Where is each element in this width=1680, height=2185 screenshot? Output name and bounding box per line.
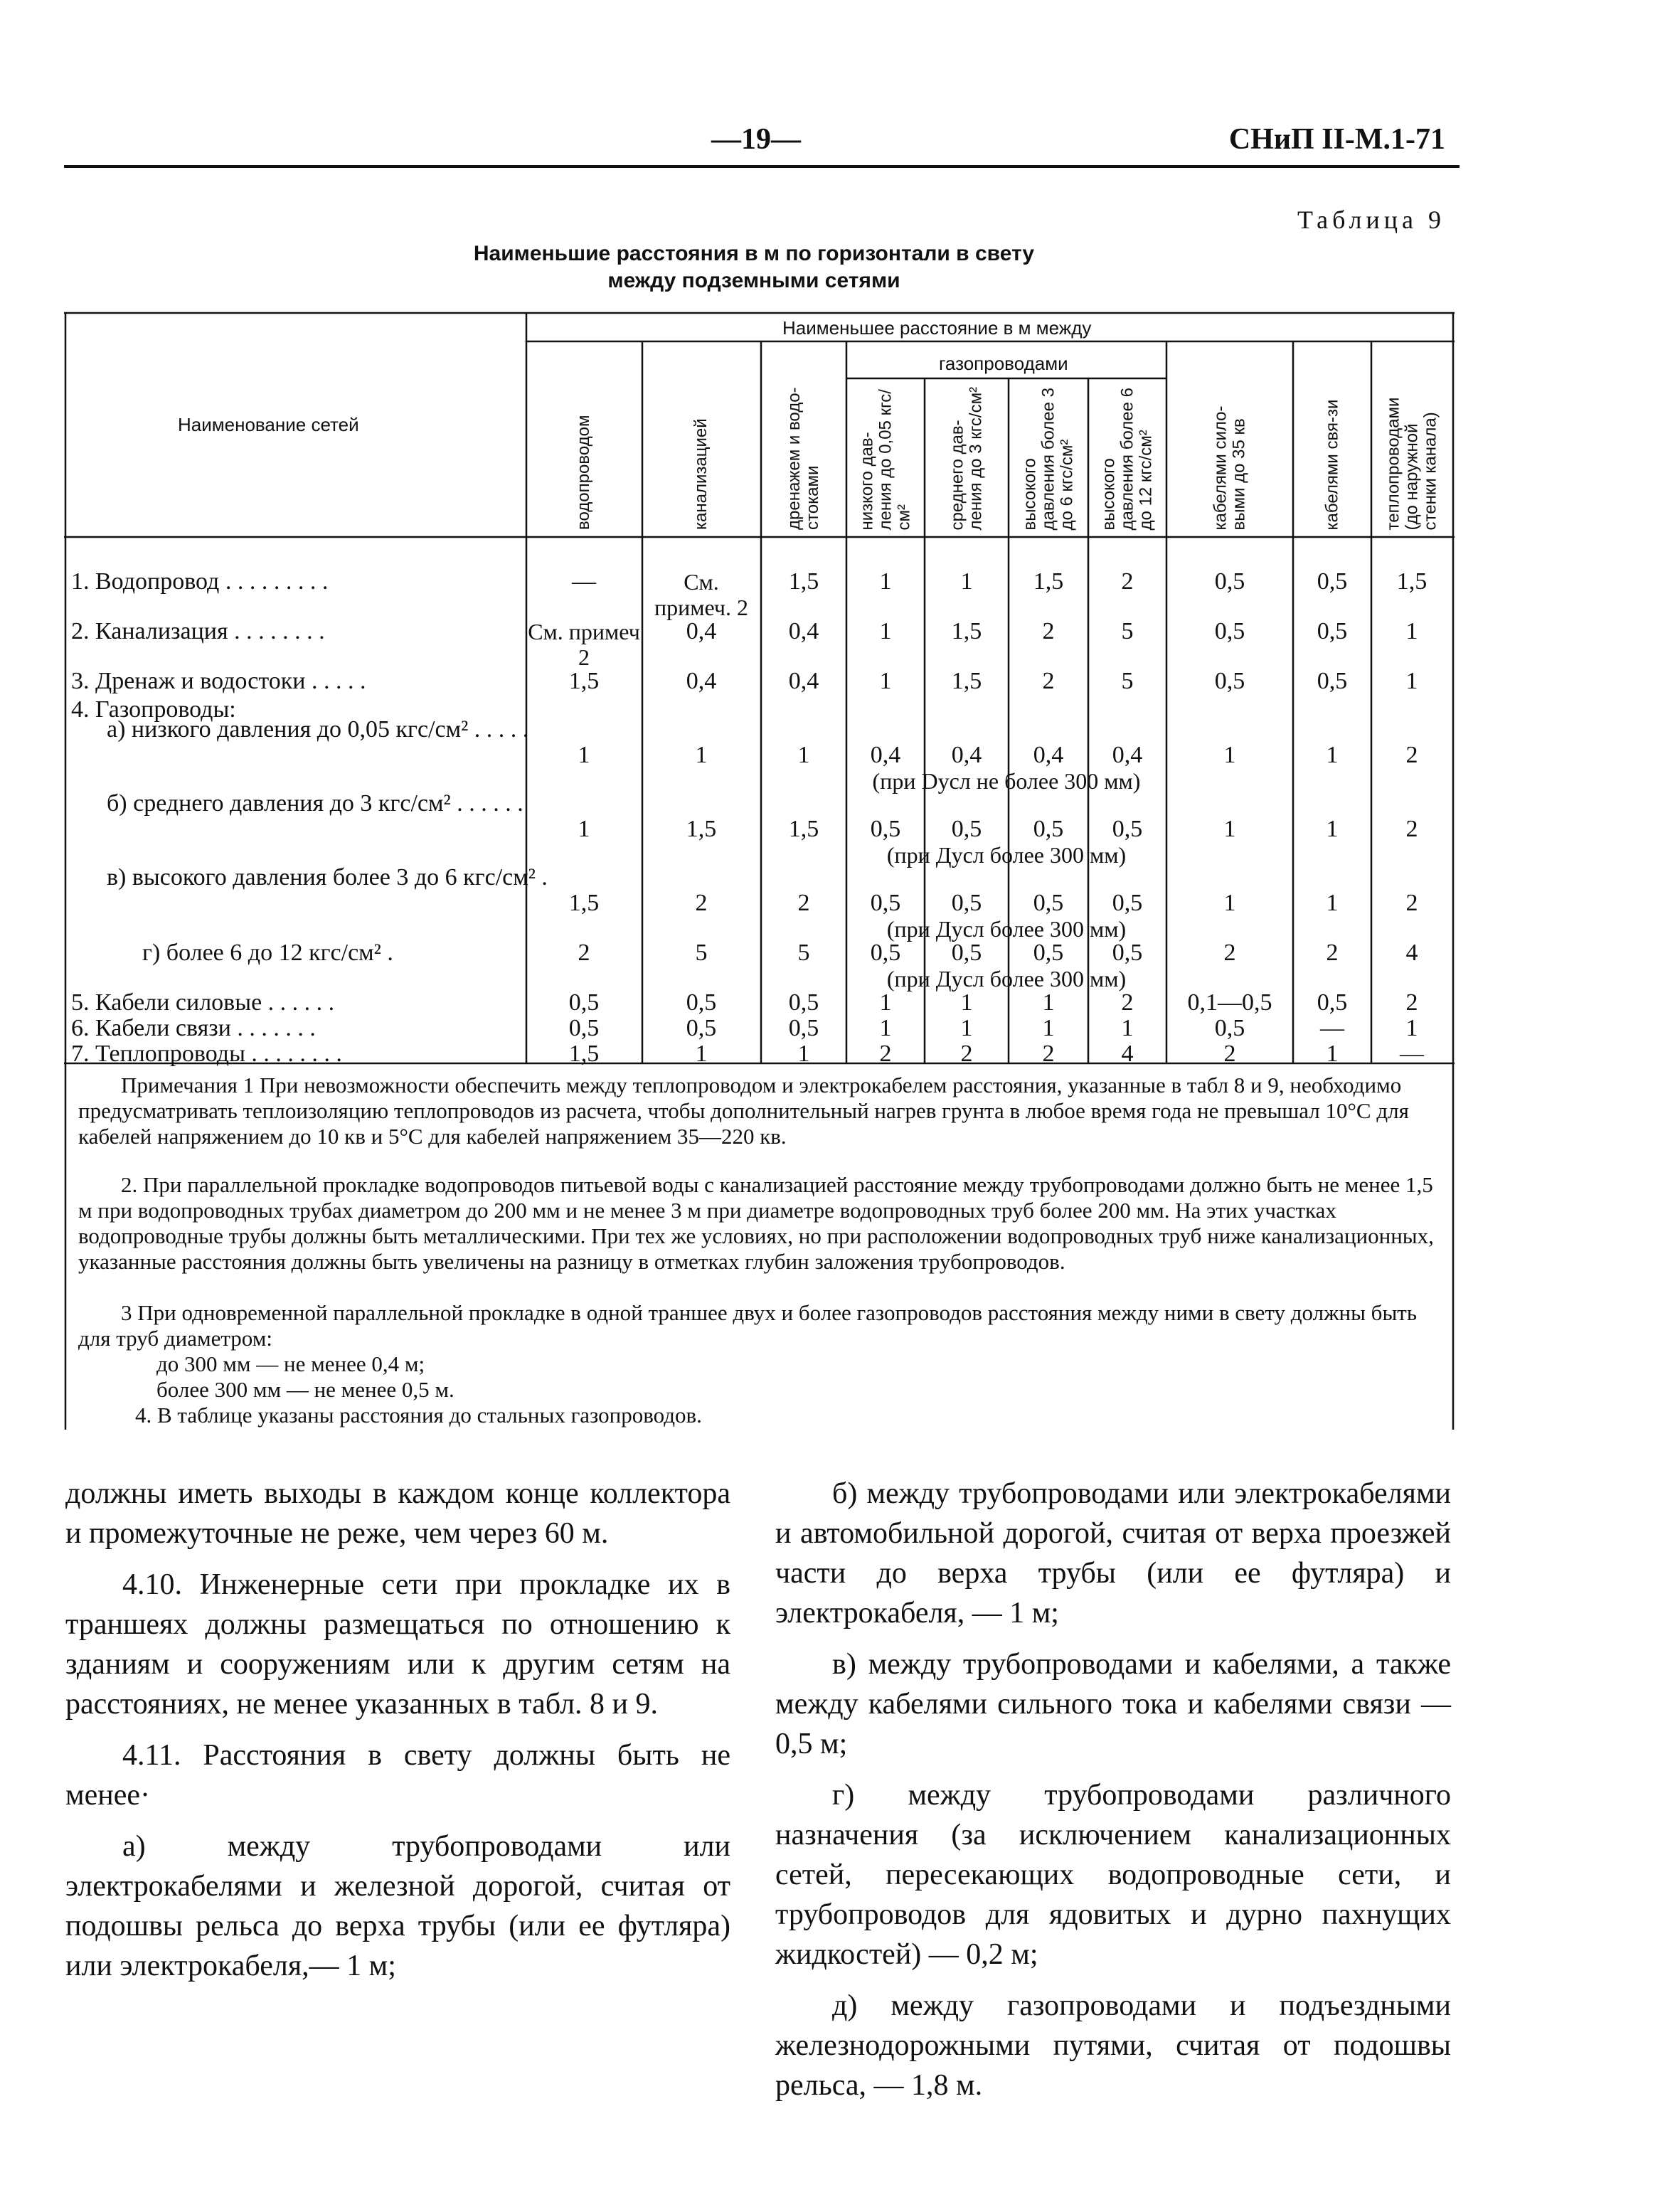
table-cell: 1,5 xyxy=(568,890,600,916)
header-name-col-label: Наименование сетей xyxy=(178,414,359,435)
table-cell: 5 xyxy=(1121,618,1134,644)
table-cell: 2 xyxy=(1042,1041,1055,1067)
table-cell: 0,4 xyxy=(686,618,717,644)
table-cell: 2 xyxy=(1405,989,1418,1016)
row-name: 3. Дренаж и водостоки . . . . . xyxy=(71,668,366,694)
table-cell: 5 xyxy=(797,940,810,966)
note-3a: до 300 мм — не менее 0,4 м; xyxy=(156,1351,425,1376)
table-cell: 0,5 xyxy=(1214,568,1245,595)
table-cell: 2 xyxy=(1405,890,1418,916)
table-cell: 0,5 xyxy=(1112,890,1143,916)
column-header-9: кабелями свя-зи xyxy=(1322,399,1341,530)
note-1: Примечания 1 При невозможности обеспечить между теплопроводом и электрокабелем расстояния, указанные в табл 8 и 9, необходимо предусматривать теплоизоляцию теплопроводов из расчета, чтобы дополнительный нагрев грунта в любое время года не превышал 10°C для кабелей напряжением до 10 кв и 5°C для кабелей напряжением 35—220 кв. xyxy=(78,1073,1409,1149)
table-cell: 1 xyxy=(879,989,892,1016)
table-cell: 1,5 xyxy=(951,668,982,694)
table-cell: — xyxy=(1320,1015,1344,1041)
table-cell: 1 xyxy=(960,989,973,1016)
table-cell: 2 xyxy=(1121,568,1134,595)
table-cell: 1 xyxy=(1326,816,1339,842)
table-cell: 1 xyxy=(1405,668,1418,694)
table-cell: 1,5 xyxy=(686,816,717,842)
paragraph-4-11v: в) между трубопроводами и кабелями, а также между кабелями сильного тока и кабелями связи — 0,5 м; xyxy=(775,1648,1451,1760)
table-cell: 1 xyxy=(1326,890,1339,916)
column-header-2: канализацией xyxy=(691,418,711,530)
column-header-6: высокого давления более 3 до 6 кгс/см² xyxy=(1020,387,1076,530)
column-header-4: низкого дав-ления до 0,05 кгс/см² xyxy=(857,388,913,530)
gas-note: (при Dусл не более 300 мм) xyxy=(872,768,1141,794)
table-cell: 4 xyxy=(1121,1041,1134,1067)
paragraph-4-11: 4.11. Расстояния в свету должны быть не менее· xyxy=(65,1739,730,1812)
table-cell: 1 xyxy=(695,1041,708,1067)
table-cell: 0,5 xyxy=(870,940,901,966)
table-cell: 2 xyxy=(1405,742,1418,768)
table-cell: 1 xyxy=(1223,816,1236,842)
table-cell: 1,5 xyxy=(568,1041,600,1067)
table-cell: 0,5 xyxy=(1317,568,1348,595)
header-gas-group-label: газопроводами xyxy=(939,353,1068,374)
table-cell: 0,5 xyxy=(951,890,982,916)
body-right-column xyxy=(775,1474,1451,2117)
table-cell: См. примеч 2 xyxy=(528,619,640,670)
paragraph-4-10: 4.10. Инженерные сети при прокладке их в траншеях должны размещаться по отношению к зданиям и сооружениям или к другим сетям на расстояниях, не менее указанных в табл. 8 и 9. xyxy=(65,1568,730,1721)
table-cell: 2 xyxy=(578,940,590,966)
paragraph-4-11g: г) между трубопроводами различного назначения (за исключением канализационных сетей, пересекающих водопроводные сети, и трубопроводов для ядовитых и дурно пахнущих жидкостей) — 0,2 м; xyxy=(775,1779,1451,1971)
header-group-label: Наименьшее расстояние в м между xyxy=(782,317,1092,339)
table-cell: 2 xyxy=(1223,940,1236,966)
table-cell: 1 xyxy=(1223,742,1236,768)
note-3: 3 При одновременной параллельной прокладке в одной траншее двух и более газопроводов расстояния между ними в свету должны быть для труб диаметром: xyxy=(78,1300,1417,1351)
table-cell: 0,5 xyxy=(1317,989,1348,1016)
paragraph-4-11b: б) между трубопроводами или электрокабелями и автомобильной дорогой, считая от верха проезжей части до верха трубы (или ее футляра) и электрокабеля, — 1 м; xyxy=(775,1477,1451,1630)
table-cell: 1 xyxy=(578,816,590,842)
table-cell: 1,5 xyxy=(1033,568,1064,595)
table-cell: 2 xyxy=(879,1041,892,1067)
table-cell: 0,5 xyxy=(686,989,717,1016)
table-cell: 0,4 xyxy=(788,618,819,644)
table-cell: 0,5 xyxy=(1214,618,1245,644)
table-cell: 0,4 xyxy=(1112,742,1143,768)
row-name: 4. Газопроводы: xyxy=(71,696,236,723)
table-title-line2: между подземными сетями xyxy=(607,269,900,292)
table-cell: 0,5 xyxy=(1033,940,1064,966)
document-code: СНиП II-М.1-71 xyxy=(1228,123,1445,156)
table-cell: 1,5 xyxy=(568,668,600,694)
table-cell: 1 xyxy=(879,568,892,595)
table-cell: 4 xyxy=(1405,940,1418,966)
table-cell: 1 xyxy=(879,668,892,694)
table-cell: 0,5 xyxy=(1214,668,1245,694)
table-cell: 1,5 xyxy=(788,816,819,842)
table-cell: 1 xyxy=(578,742,590,768)
paragraph-4-11a: а) между трубопроводами или электрокабелями и железной дорогой, считая от подошвы рельса до верха трубы (или ее футляра) или электрокабеля,— 1 м; xyxy=(65,1830,730,1982)
table-cell: — xyxy=(1400,1041,1424,1067)
table-cell: 1 xyxy=(695,742,708,768)
table-cell: 0,5 xyxy=(568,1015,600,1041)
row-name: 2. Канализация . . . . . . . . xyxy=(71,618,325,644)
table-cell: См. примеч. 2 xyxy=(654,569,748,620)
table-cell: 0,5 xyxy=(788,989,819,1016)
gas-note: (при Дусл более 300 мм) xyxy=(886,842,1127,868)
gas-note: (при Дусл более 300 мм) xyxy=(886,966,1127,992)
table-cell: 1 xyxy=(960,568,973,595)
table-cell: 0,5 xyxy=(951,940,982,966)
table-cell: 1,5 xyxy=(1396,568,1428,595)
table-cell: 0,5 xyxy=(951,816,982,842)
table-cell: 0,5 xyxy=(870,816,901,842)
table-cell: 1 xyxy=(960,1015,973,1041)
table-cell: 0,5 xyxy=(686,1015,717,1041)
row-name: 1. Водопровод . . . . . . . . . xyxy=(71,568,329,595)
table-cell: 1 xyxy=(1326,742,1339,768)
table-cell: 1 xyxy=(1042,1015,1055,1041)
table-cell: 1,5 xyxy=(951,618,982,644)
table-cell: 0,5 xyxy=(1214,1015,1245,1041)
table-cell: 1 xyxy=(1405,1015,1418,1041)
page-number: —19— xyxy=(711,123,801,156)
table-cell: 0,4 xyxy=(1033,742,1064,768)
table-cell: 1 xyxy=(1223,890,1236,916)
table-cell: 1 xyxy=(797,1041,810,1067)
table-cell: 2 xyxy=(1405,816,1418,842)
table-cell: 0,5 xyxy=(1033,890,1064,916)
table-cell: 2 xyxy=(1042,618,1055,644)
table-cell: 0,5 xyxy=(1033,816,1064,842)
column-header-3: дренажем и водо-стоками xyxy=(785,387,822,530)
table-cell: 0,5 xyxy=(1112,940,1143,966)
table-cell: 0,5 xyxy=(1112,816,1143,842)
table-cell: 2 xyxy=(797,890,810,916)
table-cell: 1 xyxy=(1042,989,1055,1016)
table-cell: 0,5 xyxy=(870,890,901,916)
table-cell: — xyxy=(572,568,596,595)
column-header-5: среднего дав-ления до 3 кгс/см² xyxy=(947,386,985,530)
paragraph-4-11d: д) между газопроводами и подъездными железнодорожными путями, считая от подошвы рельса, — 1,8 м. xyxy=(775,1989,1451,2102)
note-3b: более 300 мм — не менее 0,5 м. xyxy=(156,1377,454,1402)
column-header-7: высокого давления более 6 до 12 кгс/см² xyxy=(1099,387,1155,530)
table-cell: 2 xyxy=(960,1041,973,1067)
note-2: 2. При параллельной прокладке водопроводов питьевой воды с канализацией расстояние между трубопроводами должно быть не менее 1,5 м при водопроводных трубах диаметром до 200 мм и не менее 3 м при диаметре водопроводных труб более 200 мм. На этих участках водопроводные трубы должны быть металлическими. При тех же условиях, но при расположении водопроводных труб ниже канализационных, указанные расстояния должны быть увеличены на разницу в отметках глубин заложения трубопроводов. xyxy=(78,1172,1434,1274)
table-cell: 1 xyxy=(1326,1041,1339,1067)
row-name: 5. Кабели силовые . . . . . . xyxy=(71,989,335,1016)
table-cell: 0,4 xyxy=(870,742,901,768)
column-header-10: теплопроводами (до наружной стенки канала) xyxy=(1383,397,1440,530)
table-number: Таблица 9 xyxy=(1297,206,1445,234)
row-name: б) среднего давления до 3 кгс/см² . . . . . . xyxy=(107,790,523,817)
table-title-line1: Наименьшие расстояния в м по горизонтали в свету xyxy=(473,242,1035,265)
table-cell: 1,5 xyxy=(788,568,819,595)
table-cell: 0,4 xyxy=(686,668,717,694)
table-cell: 0,1—0,5 xyxy=(1187,989,1272,1016)
table-cell: 1 xyxy=(797,742,810,768)
table-cell: 0,5 xyxy=(1317,618,1348,644)
table-cell: 0,5 xyxy=(788,1015,819,1041)
table-cell: 1 xyxy=(1121,1015,1134,1041)
table-cell: 2 xyxy=(1223,1041,1236,1067)
table-cell: 2 xyxy=(1326,940,1339,966)
table-cell: 5 xyxy=(1121,668,1134,694)
row-name: в) высокого давления более 3 до 6 кгс/см² . xyxy=(107,864,548,891)
row-name: 6. Кабели связи . . . . . . . xyxy=(71,1015,316,1041)
table-cell: 0,5 xyxy=(568,989,600,1016)
table-cell: 0,4 xyxy=(788,668,819,694)
table-cell: 2 xyxy=(1042,668,1055,694)
body-left-column xyxy=(65,1474,730,1997)
table-cell: 1 xyxy=(879,618,892,644)
table-cell: 5 xyxy=(695,940,708,966)
row-name: 7. Теплопроводы . . . . . . . . xyxy=(71,1041,342,1067)
table-cell: 0,5 xyxy=(1317,668,1348,694)
row-name: г) более 6 до 12 кгс/см² . xyxy=(142,940,393,966)
note-4: 4. В таблице указаны расстояния до стальных газопроводов. xyxy=(135,1403,702,1428)
table-cell: 2 xyxy=(695,890,708,916)
table-cell: 1 xyxy=(1405,618,1418,644)
gas-note: (при Дусл более 300 мм) xyxy=(886,916,1127,942)
column-header-8: кабелями сило-выми до 35 кв xyxy=(1211,405,1248,530)
table-cell: 1 xyxy=(879,1015,892,1041)
table-cell: 0,4 xyxy=(951,742,982,768)
paragraph: должны иметь выходы в каждом конце коллектора и промежуточные не реже, чем через 60 м. xyxy=(65,1477,730,1550)
table-cell: 2 xyxy=(1121,989,1134,1016)
row-name: а) низкого давления до 0,05 кгс/см² . . . . . xyxy=(107,716,529,743)
column-header-1: водопроводом xyxy=(574,415,593,530)
